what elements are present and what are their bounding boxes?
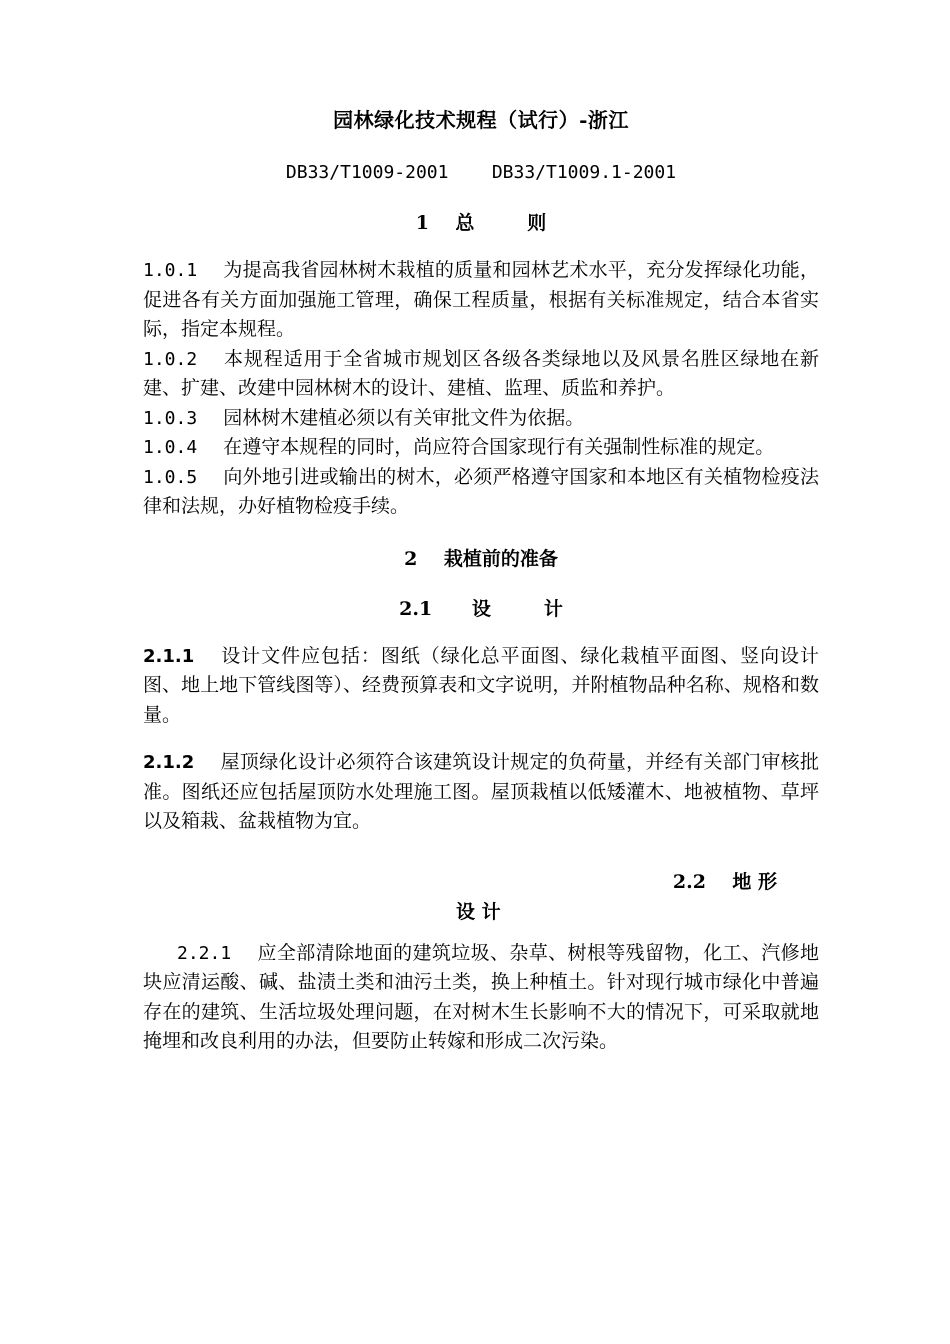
clause-text: 向外地引进或输出的树木，必须严格遵守国家和本地区有关植物检疫法律和法规，办好植物检疫手续。 — [143, 465, 819, 517]
clause-text: 应全部清除地面的建筑垃圾、杂草、树根等残留物，化工、汽修地块应清运酸、碱、盐渍土类和油污土类，换上种植土。针对现行城市绿化中普遍存在的建筑、生活垃圾处理问题，在对树木生长影响不大的情况下，可采取就地掩埋和改良利用的办法，但要防止转嫁和形成二次污染。 — [143, 941, 819, 1052]
document-content — [143, 104, 819, 1057]
clause-2-1-2 — [143, 748, 819, 837]
clause-text: 在遵守本规程的同时，尚应符合国家现行有关强制性标准的规定。 — [223, 436, 775, 458]
clause-number: 1.0.4 — [143, 437, 198, 458]
clause-number: 1.0.3 — [143, 407, 198, 429]
subsection-2-2-heading-line2: 设 计 — [456, 900, 501, 923]
clause-text: 园林树木建植必须以有关审批文件为依据。 — [223, 406, 585, 429]
subsection-2-1-heading: 2.1 设 计 — [399, 597, 563, 620]
section-1-heading: 1 总 则 — [415, 212, 547, 234]
clause-number: 1.0.1 — [143, 260, 198, 281]
clause-text: 本规程适用于全省城市规划区各级各类绿地以及风景名胜区绿地在新建、扩建、改建中园林树木的设计、建植、监理、质监和养护。 — [143, 347, 819, 399]
clause-1-0-2 — [143, 345, 819, 404]
clause-text: 为提高我省园林树木栽植的质量和园林艺术水平，充分发挥绿化功能，促进各有关方面加强施工管理，确保工程质量，根据有关标准规定，结合本省实际，指定本规程。 — [143, 259, 819, 340]
document-title: 园林绿化技术规程（试行）-浙江 — [333, 108, 629, 132]
clause-1-0-4 — [143, 433, 819, 463]
clause-1-0-1 — [143, 256, 819, 345]
standard-codes: DB33/T1009-2001 DB33/T1009.1-2001 — [285, 162, 677, 183]
clause-text: 设计文件应包括：图纸（绿化总平面图、绿化栽植平面图、竖向设计图、地上地下管线图等）、经费预算表和文字说明，并附植物品种名称、规格和数量。 — [143, 644, 819, 726]
section-1-body — [143, 256, 819, 522]
clause-1-0-3 — [143, 404, 819, 434]
clause-number: 2.1.1 — [143, 645, 195, 667]
clause-number: 1.0.2 — [143, 348, 198, 370]
clause-2-1-1 — [143, 642, 819, 731]
clause-number: 1.0.5 — [143, 466, 198, 488]
subsection-2-2-heading-line1: 2.2 地 形 — [672, 870, 777, 893]
clause-text: 屋顶绿化设计必须符合该建筑设计规定的负荷量，并经有关部门审核批准。图纸还应包括屋顶防水处理施工图。屋顶栽植以低矮灌木、地被植物、草坪以及箱栽、盆栽植物为宜。 — [143, 751, 819, 832]
clause-number: 2.1.2 — [143, 752, 195, 773]
clause-number: 2.2.1 — [177, 942, 232, 964]
section-2-heading: 2 栽植前的准备 — [404, 547, 558, 570]
clause-1-0-5 — [143, 463, 819, 522]
subsection-2-2-heading — [143, 867, 819, 927]
clause-2-2-1 — [143, 939, 819, 1057]
